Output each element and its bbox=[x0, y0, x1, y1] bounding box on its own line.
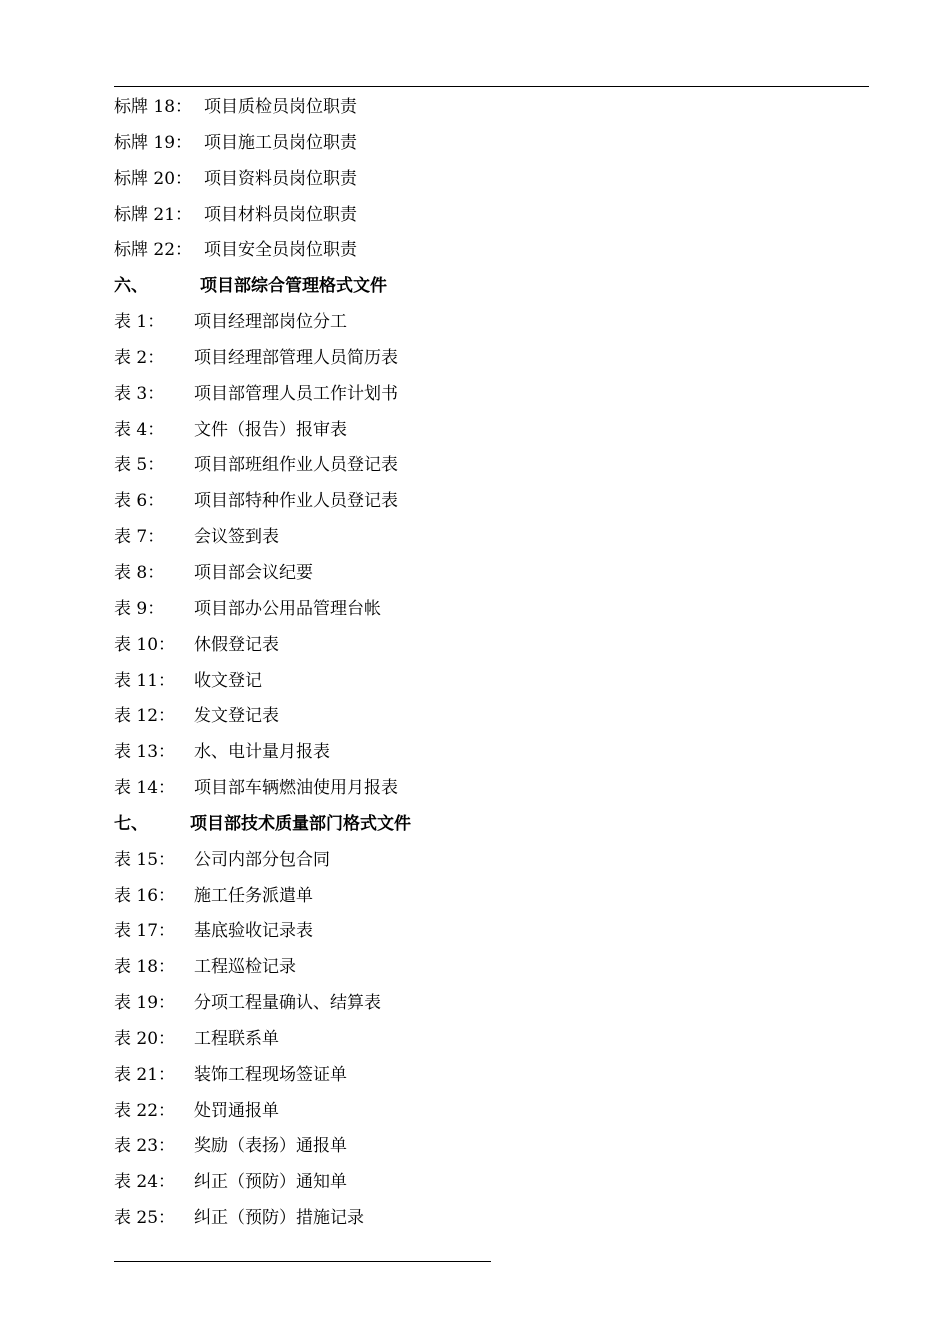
footnote-rule bbox=[114, 1261, 491, 1262]
item-title: 项目部技术质量部门格式文件 bbox=[190, 813, 411, 834]
list-item bbox=[114, 699, 869, 735]
item-label: 表 7： bbox=[114, 527, 165, 548]
item-title: 休假登记表 bbox=[194, 634, 279, 655]
section-heading bbox=[114, 807, 869, 843]
item-label: 标牌 22： bbox=[114, 240, 193, 261]
item-title: 项目部车辆燃油使用月报表 bbox=[194, 778, 398, 799]
section-heading bbox=[114, 269, 869, 305]
item-title: 项目部管理人员工作计划书 bbox=[194, 383, 398, 404]
list-item bbox=[114, 448, 869, 484]
item-label: 表 3： bbox=[114, 383, 165, 404]
item-title: 项目部综合管理格式文件 bbox=[200, 276, 387, 297]
item-title: 装饰工程现场签证单 bbox=[194, 1064, 347, 1085]
item-label: 标牌 20： bbox=[114, 168, 193, 189]
item-title: 项目部特种作业人员登记表 bbox=[194, 491, 398, 512]
item-title: 水、电计量月报表 bbox=[194, 742, 330, 763]
item-title: 项目经理部管理人员简历表 bbox=[194, 347, 398, 368]
item-label: 七、 bbox=[114, 813, 148, 834]
item-title: 项目质检员岗位职责 bbox=[204, 97, 357, 117]
list-item bbox=[114, 90, 869, 126]
list-item bbox=[114, 879, 869, 915]
list-item bbox=[114, 556, 869, 592]
item-label: 表 19： bbox=[114, 993, 176, 1014]
item-label: 表 13： bbox=[114, 742, 176, 763]
list-item bbox=[114, 233, 869, 269]
item-label: 表 4： bbox=[114, 419, 165, 440]
item-title: 项目安全员岗位职责 bbox=[204, 240, 357, 261]
item-title: 处罚通报单 bbox=[194, 1100, 279, 1121]
item-label: 表 17： bbox=[114, 921, 176, 942]
list-item bbox=[114, 735, 869, 771]
list-item bbox=[114, 1022, 869, 1058]
item-label: 表 25： bbox=[114, 1208, 176, 1229]
item-label: 表 23： bbox=[114, 1136, 176, 1157]
list-item bbox=[114, 986, 869, 1022]
item-title: 施工任务派遣单 bbox=[194, 885, 313, 906]
list-item bbox=[114, 1165, 869, 1201]
list-item bbox=[114, 771, 869, 807]
list-item bbox=[114, 628, 869, 664]
item-title: 工程联系单 bbox=[194, 1028, 279, 1049]
item-label: 标牌 21： bbox=[114, 204, 193, 225]
list-item bbox=[114, 843, 869, 879]
list-item bbox=[114, 1129, 869, 1165]
item-title: 项目施工员岗位职责 bbox=[204, 132, 357, 153]
item-label: 表 5： bbox=[114, 455, 165, 476]
list-item bbox=[114, 1094, 869, 1130]
item-title: 收文登记 bbox=[194, 670, 262, 691]
list-item bbox=[114, 484, 869, 520]
list-item bbox=[114, 520, 869, 556]
item-label: 表 11： bbox=[114, 670, 176, 691]
list-item bbox=[114, 341, 869, 377]
item-label: 表 1： bbox=[114, 312, 165, 333]
list-item bbox=[114, 198, 869, 234]
item-title: 项目资料员岗位职责 bbox=[204, 168, 357, 189]
list-item bbox=[114, 305, 869, 341]
item-title: 项目部班组作业人员登记表 bbox=[194, 455, 398, 476]
item-title: 会议签到表 bbox=[194, 527, 279, 548]
item-title: 分项工程量确认、结算表 bbox=[194, 993, 381, 1014]
item-label: 表 9： bbox=[114, 598, 165, 619]
item-title: 纠正（预防）通知单 bbox=[194, 1172, 347, 1193]
list-item bbox=[114, 1201, 869, 1237]
item-label: 表 6： bbox=[114, 491, 165, 512]
item-label: 表 15： bbox=[114, 849, 176, 870]
item-label: 表 24： bbox=[114, 1172, 176, 1193]
list-item bbox=[114, 1058, 869, 1094]
item-label: 表 2： bbox=[114, 347, 165, 368]
item-title: 工程巡检记录 bbox=[194, 957, 296, 978]
document-entries bbox=[114, 90, 869, 1237]
item-title: 纠正（预防）措施记录 bbox=[194, 1208, 364, 1229]
item-label: 表 14： bbox=[114, 778, 176, 799]
item-title: 奖励（表扬）通报单 bbox=[194, 1136, 347, 1157]
list-item bbox=[114, 592, 869, 628]
item-label: 表 8： bbox=[114, 562, 165, 583]
list-item bbox=[114, 664, 869, 700]
item-label: 表 18： bbox=[114, 957, 176, 978]
list-item bbox=[114, 950, 869, 986]
item-title: 发文登记表 bbox=[194, 706, 279, 727]
item-title: 项目部办公用品管理台帐 bbox=[194, 598, 381, 619]
item-title: 文件（报告）报审表 bbox=[194, 419, 347, 440]
item-label: 标牌 19： bbox=[114, 132, 193, 153]
list-item bbox=[114, 162, 869, 198]
item-title: 公司内部分包合同 bbox=[194, 849, 330, 870]
item-label: 表 12： bbox=[114, 706, 176, 727]
item-label: 六、 bbox=[114, 276, 148, 297]
list-item bbox=[114, 413, 869, 449]
header-rule bbox=[114, 86, 869, 87]
item-label: 表 16： bbox=[114, 885, 176, 906]
list-item bbox=[114, 126, 869, 162]
list-item bbox=[114, 914, 869, 950]
list-item bbox=[114, 377, 869, 413]
item-title: 项目经理部岗位分工 bbox=[194, 312, 347, 333]
item-label: 表 22： bbox=[114, 1100, 176, 1121]
item-label: 表 20： bbox=[114, 1028, 176, 1049]
item-label: 标牌 18： bbox=[114, 97, 193, 117]
item-label: 表 10： bbox=[114, 634, 176, 655]
item-label: 表 21： bbox=[114, 1064, 176, 1085]
item-title: 项目部会议纪要 bbox=[194, 562, 313, 583]
item-title: 基底验收记录表 bbox=[194, 921, 313, 942]
item-title: 项目材料员岗位职责 bbox=[204, 204, 357, 225]
